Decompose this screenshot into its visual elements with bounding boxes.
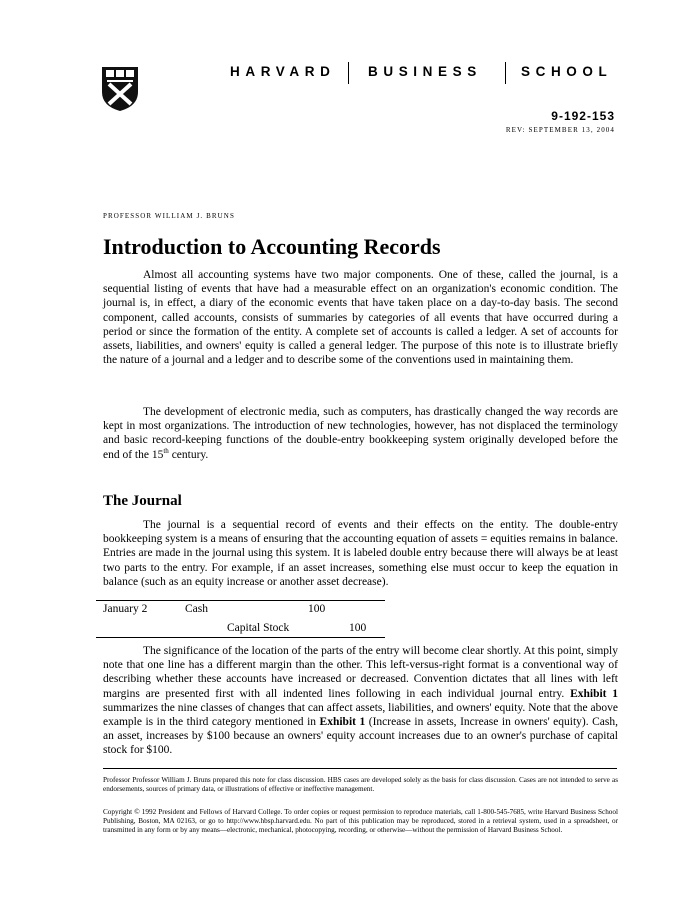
paragraph-text: (Increase in assets, Increase in owners' equity). Cash, an asset, increases by $100 because an owners' equity account increases due to an owner's purchase of capital stock for $100. <box>103 716 618 757</box>
school-masthead <box>230 62 620 84</box>
journal-credit-amount: 100 <box>349 622 367 634</box>
masthead-school: SCHOOL <box>521 64 613 79</box>
superscript: th <box>163 446 169 455</box>
revision-date: REV: SEPTEMBER 13, 2004 <box>505 126 615 134</box>
exhibit-reference: Exhibit 1 <box>570 687 619 700</box>
journal-top-rule <box>96 600 385 601</box>
significance-paragraph <box>103 644 618 758</box>
masthead-divider <box>505 62 506 84</box>
paragraph-text: The development of electronic media, such as computers, has drastically changed the way records are kept in most organizations. The introduction of new technologies, however, has not displaced the terminology and basic record-keeping functions of the double-entry bookkeeping system originally developed before the end of the 15 <box>103 406 618 461</box>
hbs-shield-logo <box>101 66 139 112</box>
footnote-rule <box>103 768 617 769</box>
page-title: Introduction to Accounting Records <box>103 234 441 259</box>
journal-paragraph: The journal is a sequential record of events and their effects on the entity. The double-entry bookkeeping system is a means of ensuring that the accounting equation of assets = equities remains in balance. Entries are made in the journal using this system. It is labeled double entry because there will always be at least two parts to the entry. For example, if an asset increases, something else must occur to keep the equation in balance (such as an equity increase or another asset decrease). <box>103 519 618 588</box>
electronic-media-paragraph <box>103 405 618 462</box>
masthead-harvard: HARVARD <box>230 64 336 79</box>
journal-date: January 2 <box>103 603 148 615</box>
author-line: PROFESSOR WILLIAM J. BRUNS <box>103 212 235 220</box>
intro-paragraph: Almost all accounting systems have two major components. One of these, called the journal, is a sequential listing of events that have had a measurable effect on an organization's economic condition. The journal is, in effect, a diary of the economic events that have taken place on a day-to-day basis. The second component, called accounts, consists of summaries by categories of all events that have occurred during a period or since the formation of the entity. A complete set of accounts is called a ledger. A set of accounts for assets, liabilities, and owners' equity is called a general ledger. The purpose of this note is to illustrate briefly the nature of a journal and a ledger and to describe some of the conventions used in maintaining them. <box>103 269 618 367</box>
journal-debit-amount: 100 <box>308 603 326 615</box>
footnote-copyright: Copyright © 1992 President and Fellows of Harvard College. To order copies or request permission to reproduce materials, call 1-800-545-7685, write Harvard Business School Publishing, Boston, MA 02163, or go to http://www.hbsp.harvard.edu. No part of this publication may be reproduced, stored in a retrieval system, used in a spreadsheet, or transmitted in any form or by any means—electronic, mechanical, photocopying, recording, or otherwise—without the permission of Harvard Business School. <box>103 808 618 835</box>
journal-debit-account: Cash <box>185 603 208 615</box>
footnote-authorship: Professor Professor William J. Bruns prepared this note for class discussion. HBS cases are developed solely as the basis for class discussion. Cases are not intended to serve as endorsements, sources of primary data, or illustrations of effective or ineffective management. <box>103 776 618 794</box>
paragraph-text: summarizes the nine classes of changes that can affect assets, liabilities, and owners' equity. Note that the above example is in the third category mentioned in <box>103 701 618 729</box>
section-heading-journal: The Journal <box>103 493 182 509</box>
journal-credit-account: Capital Stock <box>227 622 290 634</box>
paragraph-text: century. <box>168 448 209 461</box>
journal-bottom-rule <box>96 637 385 638</box>
paragraph-text: The significance of the location of the parts of the entry will become clear shortly. At this point, simply note that one line has a different margin than the other. This left-versus-right format is a conventional way of describing whether these accounts have increased or decreased. Convention dictates that all lines with left margins are presented first with all indented lines following in each individual journal entry. <box>103 645 618 700</box>
masthead-business: BUSINESS <box>368 64 482 79</box>
exhibit-reference: Exhibit 1 <box>319 716 366 729</box>
masthead-divider <box>348 62 349 84</box>
document-number: 9-192-153 <box>551 109 615 123</box>
